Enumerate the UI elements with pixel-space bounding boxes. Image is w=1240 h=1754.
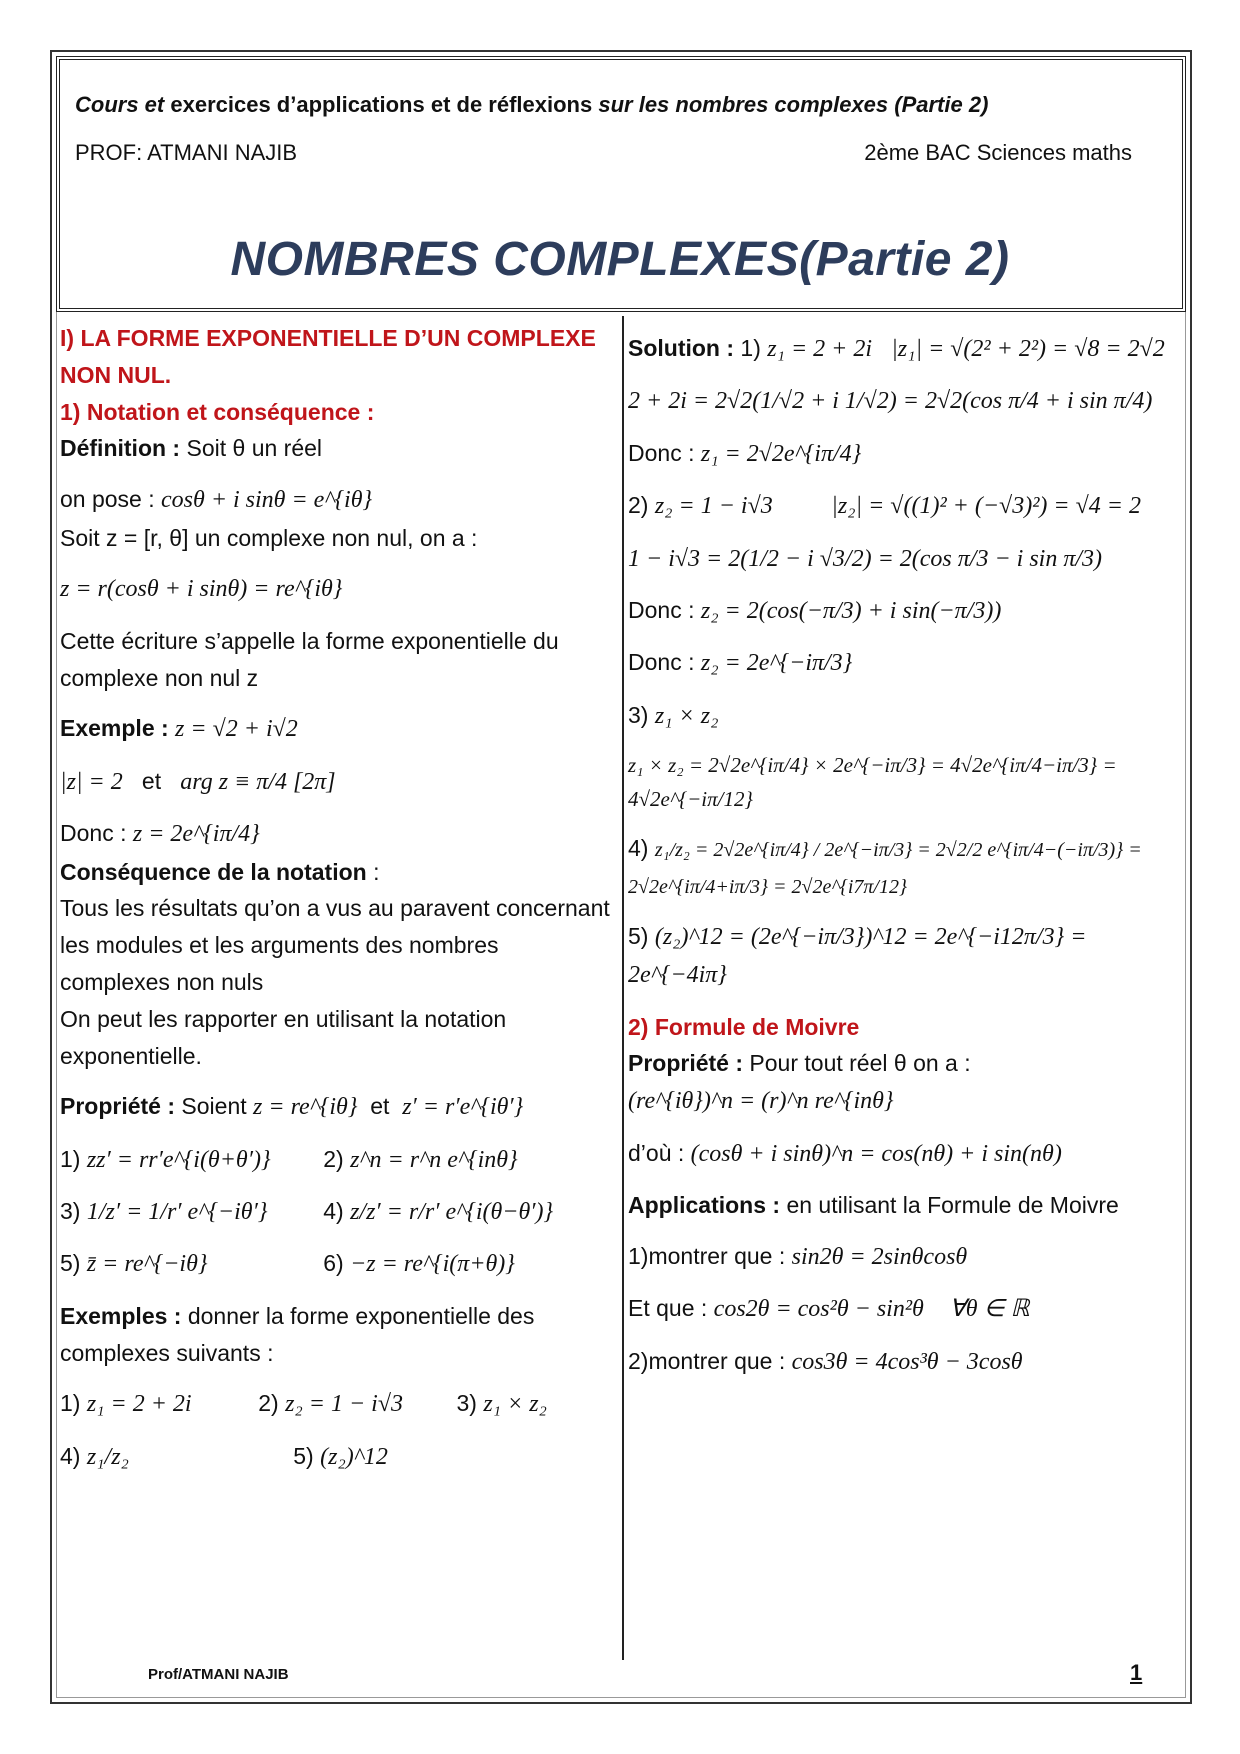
example-result: [60, 815, 610, 853]
ex-5-num: 5): [293, 1442, 314, 1469]
example-label: Exemple :: [60, 715, 169, 742]
donc-label-3: Donc :: [628, 649, 695, 676]
header-level: 2ème BAC Sciences maths: [864, 140, 1132, 165]
app-1b-math: cos2θ = cos²θ − sin²θ: [713, 1296, 924, 1323]
ex-2-num: 2): [258, 1390, 279, 1417]
dou-label: d’où :: [628, 1139, 685, 1166]
examples-text: donner la forme exponentielle des complexes suivants :: [60, 1302, 535, 1366]
prop-2-num: 2): [323, 1145, 344, 1172]
sol-2-math: z₂ = 1 − i√3: [654, 493, 773, 520]
sol-1-result: [628, 435, 1183, 473]
sol-1-num: 1): [740, 335, 761, 361]
property-items-5-6: [60, 1245, 610, 1283]
examples-line: [60, 1298, 610, 1372]
prop-1-math: zz′ = rr′e^{i(θ+θ′)}: [86, 1146, 271, 1173]
column-divider: [622, 316, 624, 1660]
z-formula: z = r(cosθ + i sinθ) = re^{iθ}: [60, 576, 343, 603]
header-subtitle-b: exercices d’applications et de réflexions: [170, 92, 593, 117]
solution-3: [628, 697, 1183, 735]
prop-4-num: 4): [323, 1198, 344, 1225]
solution-1: [628, 330, 1183, 368]
header-prof: PROF: ATMANI NAJIB: [75, 140, 298, 165]
prop-2-math: z^n = r^n e^{inθ}: [350, 1146, 518, 1173]
sol-1-equation: 2 + 2i = 2√2(1/√2 + i 1/√2) = 2√2(cos π/4 + i sin π/4): [628, 388, 1153, 415]
property-label: Propriété :: [60, 1093, 176, 1120]
donc-label-2: Donc :: [628, 596, 695, 623]
sol-3-math: z₁ × z₂: [654, 702, 719, 729]
property-zprime: z′ = r′e^{iθ′}: [402, 1094, 524, 1121]
donc-label: Donc :: [60, 820, 127, 847]
app-1b-quantifier: ∀θ ∈ ℝ: [949, 1296, 1030, 1323]
page-title: NOMBRES COMPLEXES(Partie 2): [230, 233, 1010, 286]
example-argument: arg z ≡ π/4 [2π]: [180, 768, 336, 795]
prop-4-math: z/z′ = r/r′ e^{i(θ−θ′)}: [350, 1199, 554, 1226]
footer-author: Prof/ATMANI NAJIB: [148, 1666, 289, 1683]
definition-text: Soit θ un réel: [186, 435, 323, 462]
left-column: [60, 320, 610, 1476]
moivre-property-text: Pour tout réel θ on a :: [749, 1050, 971, 1077]
applications-line: [628, 1187, 1183, 1224]
header-subtitle: [75, 92, 988, 118]
header-subtitle-c: sur les nombres complexes (Partie 2): [598, 92, 989, 117]
ex-4-num: 4): [60, 1442, 81, 1469]
donc-label-1: Donc :: [628, 439, 695, 466]
examples-list-1-3: [60, 1385, 610, 1423]
prop-6-num: 6): [323, 1250, 344, 1277]
sol-2-modulus: |z₂| = √((1)² + (−√3)²) = √4 = 2: [831, 493, 1141, 520]
app-1-math: sin2θ = 2sinθcosθ: [791, 1243, 968, 1270]
property-line: [60, 1088, 610, 1126]
section-heading: I) LA FORME EXPONENTIELLE D’UN COMPLEXE NON NUL.: [60, 325, 596, 388]
ex-3-math: z₁ × z₂: [483, 1391, 547, 1418]
examples-label: Exemples :: [60, 1302, 182, 1329]
example-mod-arg: [60, 763, 610, 801]
moivre-formula: [628, 1135, 1183, 1173]
app-2-label: 2)montrer que :: [628, 1347, 786, 1374]
ex-3-num: 3): [456, 1390, 477, 1417]
applications-label: Applications :: [628, 1192, 781, 1219]
app-1-label: 1)montrer que :: [628, 1242, 786, 1269]
sol-2-num: 2): [628, 492, 649, 519]
solution-4: [628, 830, 1183, 904]
sol-2-result-2: [628, 644, 1183, 682]
property-items-1-2: [60, 1141, 610, 1179]
prop-1-num: 1): [60, 1145, 81, 1172]
sol-4-num: 4): [628, 835, 649, 862]
subsection-heading: 1) Notation et conséquence :: [60, 398, 375, 425]
sol-4-equation: z₁/z₂ = 2√2e^{iπ/4} / 2e^{−iπ/3} = 2√2/2 e^{iπ/4−(−iπ/3)} = 2√2e^{iπ/4+iπ/3} = 2√2e^{i7π/12}: [628, 839, 1142, 899]
consequence-colon: :: [373, 858, 380, 885]
solution-5: [628, 918, 1183, 995]
soit-line: Soit z = [r, θ] un complexe non nul, on a :: [60, 524, 478, 551]
property-z: z = re^{iθ}: [253, 1094, 358, 1121]
ex-1-math: z₁ = 2 + 2i: [86, 1391, 192, 1418]
sol-5-equation: (z₂)^12 = (2e^{−iπ/3})^12 = 2e^{−i12π/3} = 2e^{−4iπ}: [628, 923, 1087, 989]
solution-label: Solution :: [628, 335, 735, 361]
sol-1-math: z₁ = 2 + 2i: [767, 336, 873, 362]
sol-1-modulus: |z₁| = √(2² + 2²) = √8 = 2√2: [891, 336, 1165, 362]
right-column: [628, 330, 1183, 1381]
definition-label: Définition :: [60, 435, 181, 462]
header-subtitle-a: Cours et: [75, 92, 165, 117]
pose-line: [60, 481, 610, 519]
ex-4-math: z₁/z₂: [86, 1443, 129, 1470]
example-line: [60, 710, 610, 748]
page-number: 1: [1130, 1660, 1143, 1685]
example-et: et: [141, 767, 162, 794]
app-2-math: cos3θ = 4cos³θ − 3cosθ: [791, 1348, 1023, 1375]
sol-2-result-math-1: z₂ = 2(cos(−π/3) + i sin(−π/3)): [700, 597, 1002, 624]
prop-5-num: 5): [60, 1250, 81, 1277]
consequence-text-2: On peut les rapporter en utilisant la notation exponentielle.: [60, 1005, 507, 1069]
pose-label: on pose :: [60, 486, 155, 513]
moivre-property-math: (re^{iθ})^n = (r)^n re^{inθ}: [628, 1088, 894, 1115]
moivre-property: [628, 1045, 1183, 1082]
application-2: [628, 1343, 1183, 1381]
property-et: et: [370, 1093, 390, 1120]
pose-math: cosθ + i sinθ = e^{iθ}: [161, 487, 373, 514]
application-1b: [628, 1290, 1183, 1328]
consequence-heading: [60, 854, 610, 891]
sol-3-num: 3): [628, 701, 649, 728]
ex-2-math: z₂ = 1 − i√3: [285, 1391, 403, 1418]
property-items-3-4: [60, 1193, 610, 1231]
ex-1-num: 1): [60, 1390, 81, 1417]
consequence-text-1: Tous les résultats qu’on a vus au paravent concernant les modules et les arguments des nombres complexes non nuls: [60, 895, 610, 995]
property-soient: Soient: [181, 1093, 247, 1120]
example-math: z = √2 + i√2: [175, 716, 298, 743]
prop-5-math: z̄ = re^{−iθ}: [86, 1251, 208, 1278]
donc-math: z = 2e^{iπ/4}: [132, 821, 260, 848]
sol-2-result-1: [628, 592, 1183, 630]
solution-2: [628, 487, 1183, 525]
ecriture-text: Cette écriture s’appelle la forme exponentielle du complexe non nul z: [60, 627, 559, 691]
ex-5-math: (z₂)^12: [320, 1443, 388, 1470]
moivre-property-label: Propriété :: [628, 1050, 744, 1077]
sol-3-equation: z₁ × z₂ = 2√2e^{iπ/4} × 2e^{−iπ/3} = 4√2e^{iπ/4−iπ/3} = 4√2e^{−iπ/12}: [628, 753, 1117, 811]
sol-1-result-math: z₁ = 2√2e^{iπ/4}: [700, 440, 862, 467]
sol-2-result-math-2: z₂ = 2e^{−iπ/3}: [700, 650, 853, 677]
sol-5-num: 5): [628, 922, 649, 949]
application-1: [628, 1238, 1183, 1276]
definition: [60, 430, 610, 467]
applications-text: en utilisant la Formule de Moivre: [786, 1192, 1119, 1219]
consequence-label: Conséquence de la notation: [60, 858, 367, 885]
prop-3-math: 1/z′ = 1/r′ e^{−iθ′}: [86, 1199, 268, 1226]
moivre-heading: 2) Formule de Moivre: [628, 1013, 860, 1040]
prop-3-num: 3): [60, 1198, 81, 1225]
examples-list-4-5: [60, 1438, 610, 1476]
app-1b-label: Et que :: [628, 1295, 708, 1322]
moivre-formula-math: (cosθ + i sinθ)^n = cos(nθ) + i sin(nθ): [690, 1140, 1062, 1167]
prop-6-math: −z = re^{i(π+θ)}: [350, 1251, 515, 1278]
sol-2-equation: 1 − i√3 = 2(1/2 − i √3/2) = 2(cos π/3 − i sin π/3): [628, 545, 1103, 572]
example-modulus: |z| = 2: [60, 768, 123, 795]
